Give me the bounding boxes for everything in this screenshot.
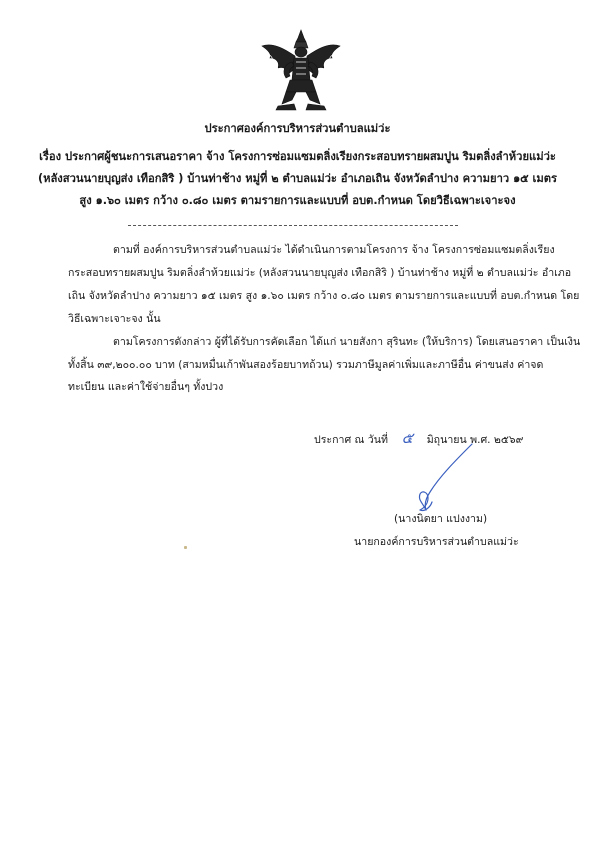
date-month-year: มิถุนายน พ.ศ. ๒๕๖๙ bbox=[426, 434, 524, 446]
date-day-handwritten: ๕ bbox=[401, 429, 413, 447]
signatory-name: (นางนิตยา แปงงาม) bbox=[394, 513, 488, 525]
garuda-emblem-icon bbox=[258, 28, 344, 112]
paragraph2-line-3: ทะเบียน และค่าใช้จ่ายอื่นๆ ทั้งปวง bbox=[68, 381, 224, 393]
paragraph2-line-1: ตามโครงการดังกล่าว ผู้ที่ได้รับการคัดเลือก ได้แก่ นายสังกา สุรินทะ (ให้บริการ) โดยเสนอราคา เป็นเงิน bbox=[113, 336, 581, 348]
signatory-position: นายกองค์การบริหารส่วนตำบลแม่ว่ะ bbox=[354, 536, 519, 548]
paragraph1-line-3: เถิน จังหวัดลำปาง ความยาว ๑๕ เมตร สูง ๑.๖๐ เมตร กว้าง ๐.๘๐ เมตร ตามรายการและแบบที่ อบต.กำหนด โดย bbox=[68, 290, 580, 302]
paragraph1-line-2: กระสอบทรายผสมปูน ริมตลิ่งลำห้วยแม่ว่ะ (หลังสวนนายบุญส่ง เทือกสิริ ) บ้านท่าช้าง หมู่ที่ ๒ ตำบลแม่ว่ะ อำเภอ bbox=[68, 267, 572, 279]
subject-line-3: สูง ๑.๖๐ เมตร กว้าง ๐.๘๐ เมตร ตามรายการและแบบที่ อบต.กำหนด โดยวิธีเฉพาะเจาะจง bbox=[79, 194, 516, 207]
date-prefix: ประกาศ ณ วันที่ bbox=[314, 434, 388, 446]
paragraph2-line-2: ทั้งสิ้น ๓๙,๒๐๐.๐๐ บาท (สามหมื่นเก้าพันสองร้อยบาทถ้วน) รวมภาษีมูลค่าเพิ่มและภาษีอื่น ค่าขนส่ง ค่าจด bbox=[68, 359, 544, 371]
subject-line-2: (หลังสวนนายบุญส่ง เทือกสิริ ) บ้านท่าช้าง หมู่ที่ ๒ ตำบลแม่ว่ะ อำเภอเถิน จังหวัดลำปาง ความยาว ๑๕ เมตร bbox=[37, 172, 558, 185]
paragraph1-line-1: ตามที่ องค์การบริหารส่วนตำบลแม่ว่ะ ได้ดำเนินการตามโครงการ จ้าง โครงการซ่อมแซมตลิ่งเรียง bbox=[113, 244, 555, 256]
announcement-title: ประกาศองค์การบริหารส่วนตำบลแม่ว่ะ bbox=[204, 122, 391, 135]
paragraph1-line-4: วิธีเฉพาะเจาะจง นั้น bbox=[68, 313, 161, 325]
section-divider bbox=[128, 225, 458, 226]
handwritten-signature-icon bbox=[400, 440, 480, 520]
subject-line-1: เรื่อง ประกาศผู้ชนะการเสนอราคา จ้าง โครงการซ่อมแซมตลิ่งเรียงกระสอบทรายผสมปูน ริมตลิ่งลำห้วยแม่ว่ะ bbox=[39, 150, 556, 163]
paper-speck bbox=[184, 546, 187, 549]
